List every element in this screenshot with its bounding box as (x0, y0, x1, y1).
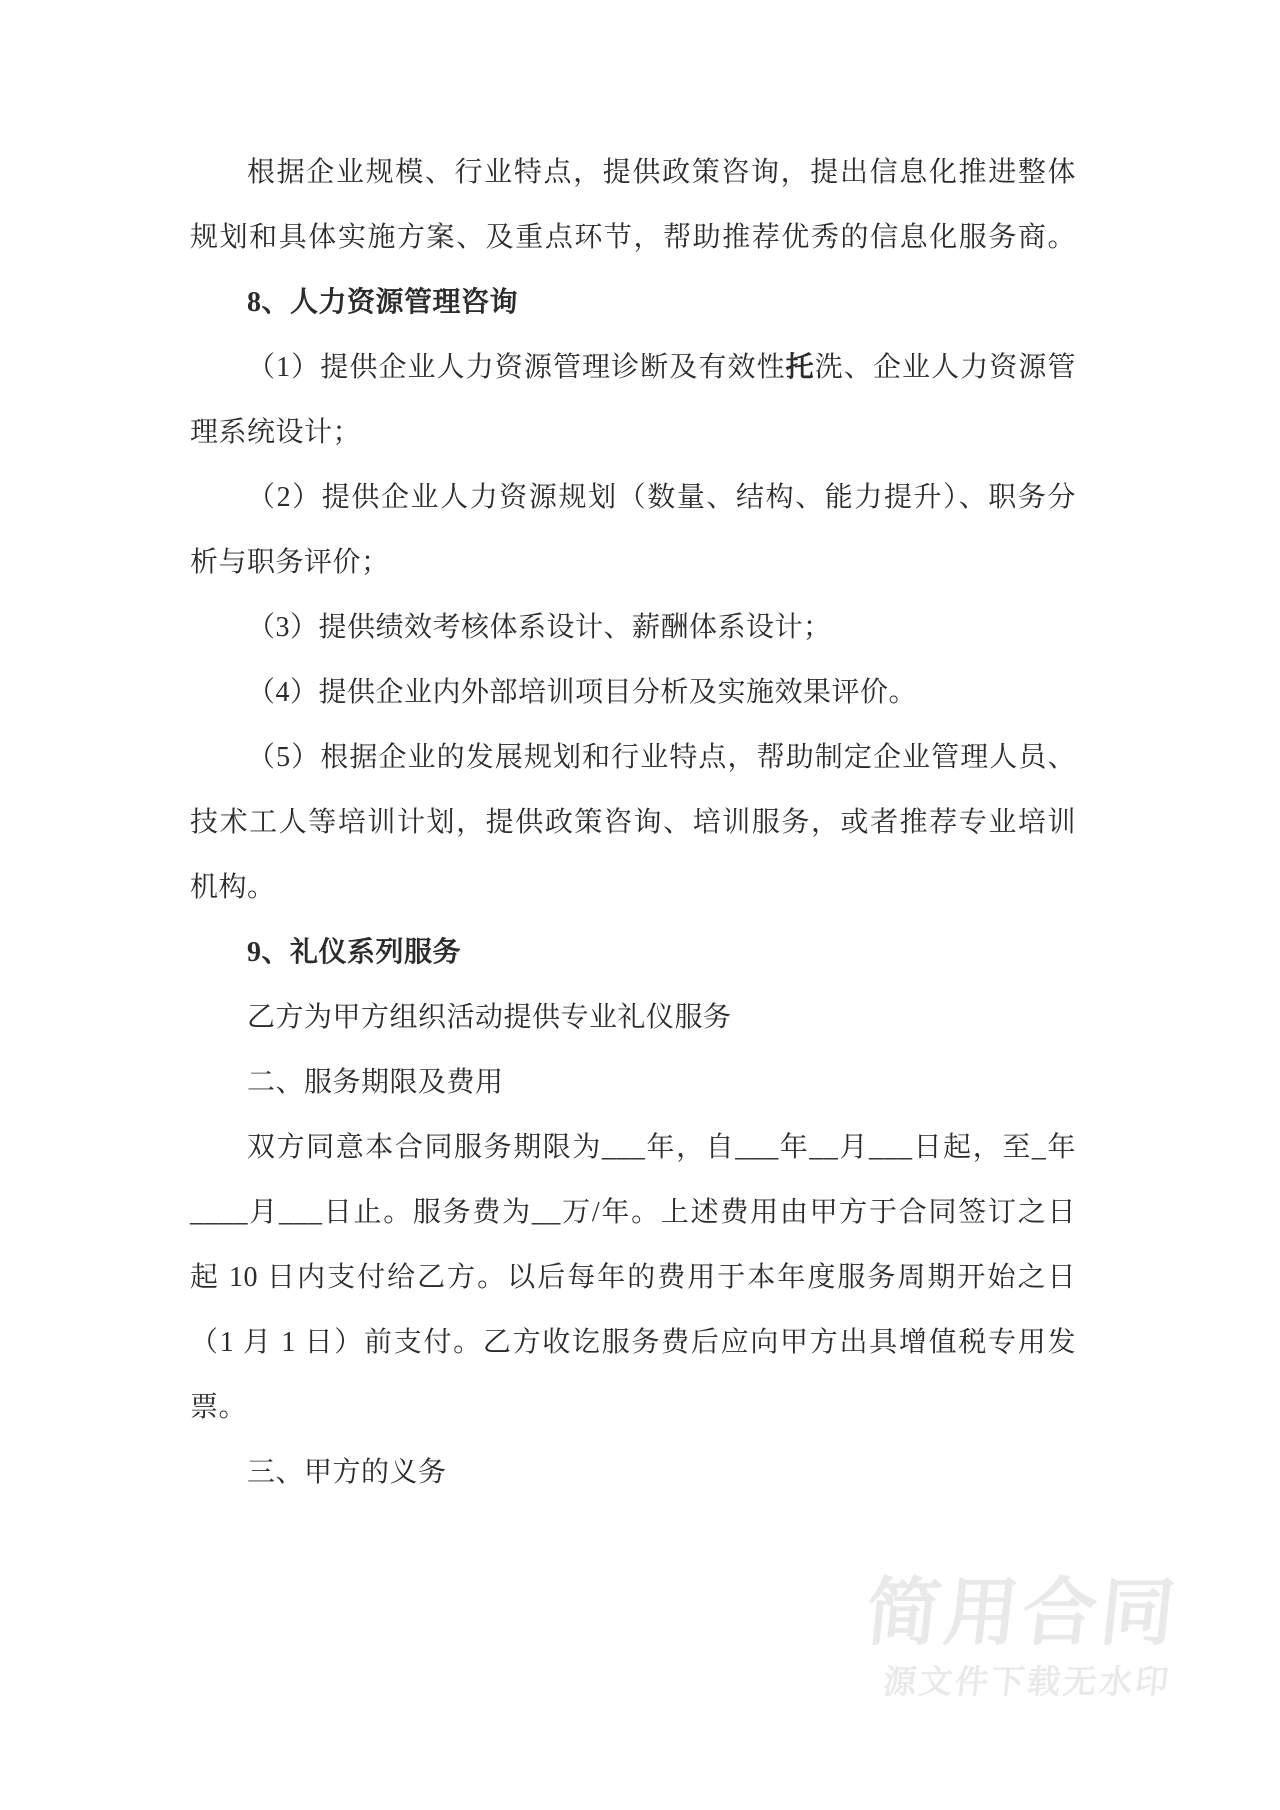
text-segment: 洗、企业人力资源管 (814, 352, 1076, 383)
text-segment: 9、礼仪系列服务 (247, 937, 462, 968)
watermark (858, 1571, 1183, 1700)
text-segment: （1）提供企业人力资源管理诊断及有效性 (247, 352, 786, 383)
text-segment: 根据企业规模、行业特点，提供政策咨询，提出信息化推进整体 (247, 157, 1076, 188)
watermark-subtitle: 源文件下载无水印 (881, 1663, 1174, 1700)
text-line (190, 725, 1076, 790)
text-segment: 三、甲方的义务 (247, 1457, 447, 1488)
text-segment: 8、人力资源管理咨询 (247, 287, 519, 318)
text-line (190, 530, 1076, 595)
text-segment: 技术工人等培训计划，提供政策咨询、培训服务，或者推荐专业培训 (190, 807, 1076, 838)
contract-body (190, 140, 1076, 1505)
text-line (190, 855, 1076, 920)
text-line (190, 1245, 1076, 1310)
text-segment: 票。 (190, 1392, 248, 1423)
text-line (190, 400, 1076, 465)
text-segment: （3）提供绩效考核体系设计、薪酬体系设计； (247, 612, 832, 643)
text-segment: （2）提供企业人力资源规划（数量、结构、能力提升）、职务分 (247, 482, 1076, 513)
text-segment: 机构。 (190, 872, 276, 903)
text-segment: （1 月 1 日）前支付。乙方收讫服务费后应向甲方出具增值税专用发 (190, 1327, 1076, 1358)
text-line (190, 140, 1076, 205)
text-segment: 规划和具体实施方案、及重点环节，帮助推荐优秀的信息化服务商。 (190, 222, 1076, 253)
text-segment: 起 10 日内支付给乙方。以后每年的费用于本年度服务周期开始之日 (190, 1262, 1076, 1293)
text-line (190, 205, 1076, 270)
text-line (190, 1115, 1076, 1180)
text-segment: 二、服务期限及费用 (247, 1067, 504, 1098)
text-line (190, 985, 1076, 1050)
text-line (190, 1180, 1076, 1245)
text-segment: 乙方为甲方组织活动提供专业礼仪服务 (247, 1002, 732, 1033)
text-line (190, 595, 1076, 660)
text-line (190, 465, 1076, 530)
text-segment: （4）提供企业内外部培训项目分析及实施效果评价。 (247, 677, 918, 708)
text-segment: ____月___日止。服务费为__万/年。上述费用由甲方于合同签订之日 (190, 1197, 1076, 1228)
text-line (190, 660, 1076, 725)
text-line (190, 1310, 1076, 1375)
text-line (190, 1375, 1076, 1440)
text-line (190, 270, 1076, 335)
text-line (190, 335, 1076, 400)
watermark-title: 简用合同 (862, 1571, 1183, 1654)
text-line (190, 790, 1076, 855)
text-segment: 理系统设计； (190, 417, 362, 448)
text-line (190, 1050, 1076, 1115)
text-segment: 双方同意本合同服务期限为___年，自___年__月___日起，至_年 (247, 1132, 1076, 1163)
text-segment: （5）根据企业的发展规划和行业特点，帮助制定企业管理人员、 (247, 742, 1076, 773)
text-line (190, 920, 1076, 985)
text-segment: 析与职务评价； (190, 547, 390, 578)
text-segment: 托 (785, 352, 815, 383)
text-line (190, 1440, 1076, 1505)
